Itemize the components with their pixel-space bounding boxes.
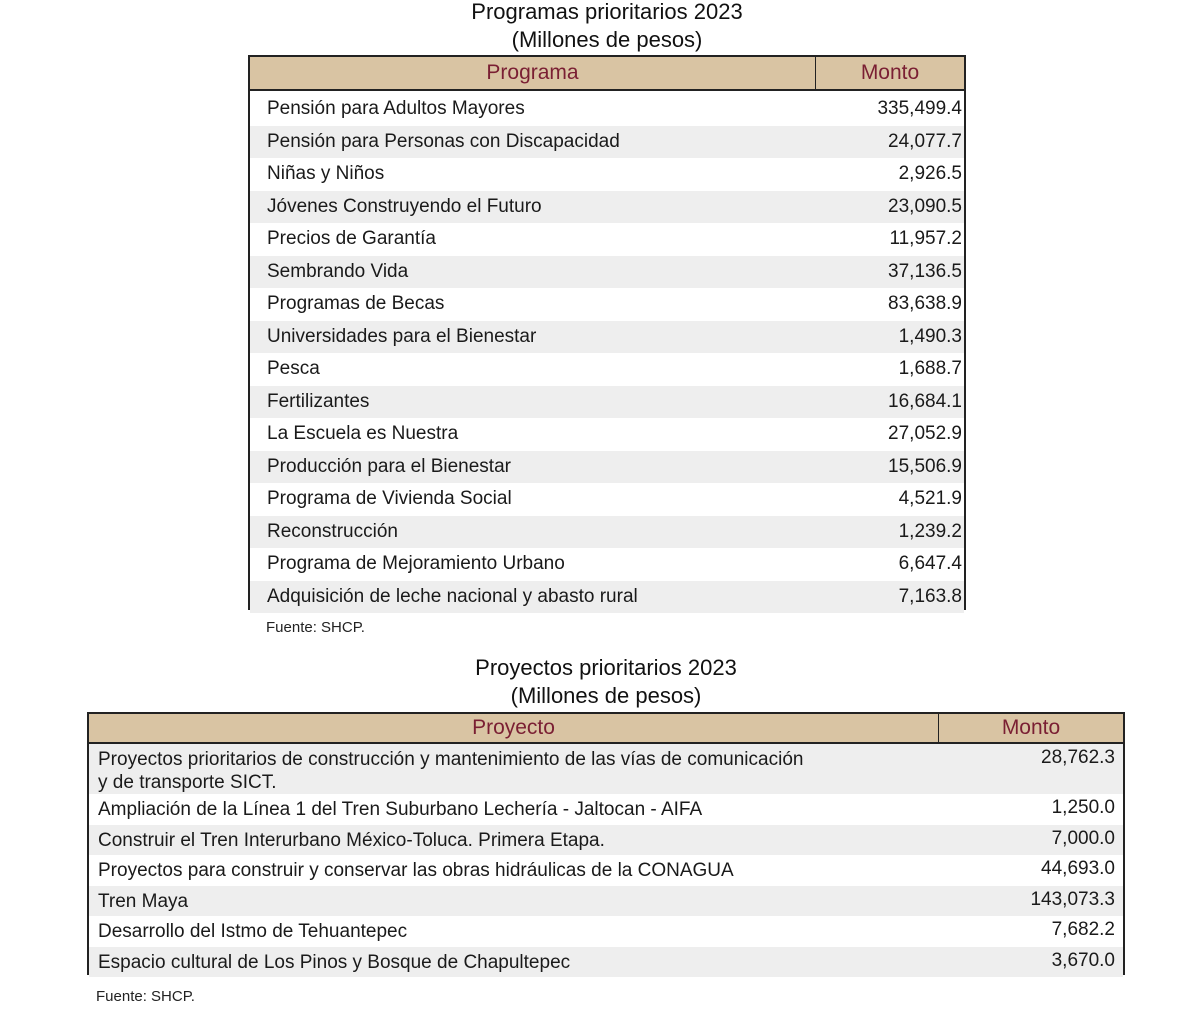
table-row bbox=[250, 386, 964, 419]
proyectos-source: Fuente: SHCP. bbox=[96, 988, 195, 1005]
proyecto-name-line1: Desarrollo del Istmo de Tehuantepec bbox=[98, 921, 408, 942]
programa-name: Pensión para Personas con Discapacidad bbox=[267, 130, 620, 152]
table-row bbox=[250, 126, 964, 159]
programas-table bbox=[248, 55, 966, 610]
proyecto-name bbox=[89, 855, 939, 882]
proyecto-monto: 7,000.0 bbox=[1051, 827, 1115, 849]
header-monto: Monto bbox=[860, 61, 920, 84]
proyecto-monto: 44,693.0 bbox=[1041, 858, 1115, 879]
programa-monto: 16,684.1 bbox=[888, 390, 962, 412]
programa-name: Pesca bbox=[267, 358, 320, 380]
programa-name: Fertilizantes bbox=[267, 390, 370, 412]
table-row bbox=[250, 321, 964, 354]
programas-table-body bbox=[250, 91, 964, 613]
table-row bbox=[250, 223, 964, 256]
programa-name: La Escuela es Nuestra bbox=[267, 423, 459, 445]
proyecto-name bbox=[89, 825, 939, 852]
programa-name: Niñas y Niños bbox=[267, 163, 385, 185]
programa-monto: 83,638.9 bbox=[888, 293, 962, 315]
table-row bbox=[250, 288, 964, 321]
table-row bbox=[89, 855, 1123, 886]
programa-monto: 335,499.4 bbox=[877, 98, 962, 120]
proyecto-name-line1: Construir el Tren Interurbano México-Toluca. Primera Etapa. bbox=[98, 829, 605, 851]
programa-monto: 37,136.5 bbox=[888, 260, 962, 282]
proyecto-name bbox=[89, 916, 939, 943]
programa-monto: 1,239.2 bbox=[898, 520, 962, 542]
table-row bbox=[250, 548, 964, 581]
proyecto-name bbox=[89, 794, 939, 821]
header-proyecto: Proyecto bbox=[89, 714, 939, 742]
programas-title bbox=[248, 0, 966, 54]
table-row bbox=[89, 794, 1123, 825]
proyectos-table-header bbox=[89, 714, 1123, 744]
programa-name: Producción para el Bienestar bbox=[267, 455, 511, 477]
programas-title-line2: (Millones de pesos) bbox=[511, 27, 703, 52]
header-monto: Monto bbox=[1001, 716, 1061, 739]
table-row bbox=[250, 191, 964, 224]
table-row bbox=[89, 916, 1123, 947]
programa-name: Programa de Vivienda Social bbox=[267, 488, 512, 510]
programa-name: Sembrando Vida bbox=[267, 260, 409, 282]
programa-name: Programas de Becas bbox=[267, 293, 445, 315]
proyectos-table-body bbox=[89, 744, 1123, 977]
proyecto-name bbox=[89, 886, 939, 913]
table-row bbox=[250, 353, 964, 386]
proyecto-name-line1: Proyectos para construir y conservar las obras hidráulicas de la CONAGUA bbox=[98, 860, 734, 881]
proyecto-name-line1: Tren Maya bbox=[98, 890, 189, 912]
proyectos-title-line2: (Millones de pesos) bbox=[510, 683, 702, 708]
programa-monto: 1,688.7 bbox=[898, 358, 962, 380]
table-row bbox=[89, 886, 1123, 917]
table-row bbox=[250, 451, 964, 484]
proyecto-name bbox=[89, 947, 939, 974]
table-row bbox=[250, 158, 964, 191]
programa-name: Precios de Garantía bbox=[267, 228, 436, 250]
table-row bbox=[89, 744, 1123, 794]
proyectos-title-line1: Proyectos prioritarios 2023 bbox=[475, 655, 737, 680]
proyectos-table bbox=[87, 712, 1125, 975]
programa-name: Pensión para Adultos Mayores bbox=[267, 98, 525, 120]
programa-name: Programa de Mejoramiento Urbano bbox=[267, 553, 565, 575]
table-row bbox=[250, 418, 964, 451]
table-row bbox=[89, 947, 1123, 978]
programa-monto: 27,052.9 bbox=[888, 423, 962, 445]
table-row bbox=[250, 516, 964, 549]
proyecto-monto: 3,670.0 bbox=[1051, 949, 1115, 971]
proyecto-monto: 7,682.2 bbox=[1051, 919, 1115, 940]
proyecto-name-line2: y de transporte SICT. bbox=[98, 772, 277, 793]
programa-name: Jóvenes Construyendo el Futuro bbox=[267, 195, 542, 217]
programa-monto: 2,926.5 bbox=[898, 163, 962, 185]
programa-name: Adquisición de leche nacional y abasto rural bbox=[267, 585, 638, 607]
proyecto-name-line1: Proyectos prioritarios de construcción y mantenimiento de las vías de comunicación bbox=[98, 749, 804, 770]
header-programa: Programa bbox=[250, 57, 816, 89]
programas-table-header bbox=[250, 57, 964, 91]
programa-monto: 11,957.2 bbox=[889, 228, 962, 250]
programa-name: Reconstrucción bbox=[267, 520, 398, 542]
proyecto-name-line1: Espacio cultural de Los Pinos y Bosque de Chapultepec bbox=[98, 951, 571, 973]
programa-monto: 1,490.3 bbox=[898, 325, 962, 347]
proyecto-monto: 1,250.0 bbox=[1051, 797, 1115, 818]
programa-monto: 23,090.5 bbox=[888, 195, 962, 217]
table-row bbox=[250, 581, 964, 614]
programa-monto: 15,506.9 bbox=[888, 455, 962, 477]
programa-name: Universidades para el Bienestar bbox=[267, 325, 537, 347]
proyecto-name-line1: Ampliación de la Línea 1 del Tren Suburbano Lechería - Jaltocan - AIFA bbox=[98, 799, 703, 820]
table-row bbox=[250, 93, 964, 126]
programas-title-line1: Programas prioritarios 2023 bbox=[471, 0, 743, 24]
programa-monto: 4,521.9 bbox=[898, 488, 962, 510]
programa-monto: 24,077.7 bbox=[888, 130, 962, 152]
proyecto-monto: 28,762.3 bbox=[1041, 747, 1115, 768]
proyectos-title bbox=[87, 654, 1125, 710]
programa-monto: 7,163.8 bbox=[898, 585, 962, 607]
table-row bbox=[250, 256, 964, 289]
programa-monto: 6,647.4 bbox=[898, 553, 962, 575]
table-row bbox=[89, 825, 1123, 856]
proyecto-name bbox=[89, 744, 939, 794]
programas-source: Fuente: SHCP. bbox=[266, 619, 365, 636]
table-row bbox=[250, 483, 964, 516]
proyecto-monto: 143,073.3 bbox=[1030, 888, 1115, 910]
